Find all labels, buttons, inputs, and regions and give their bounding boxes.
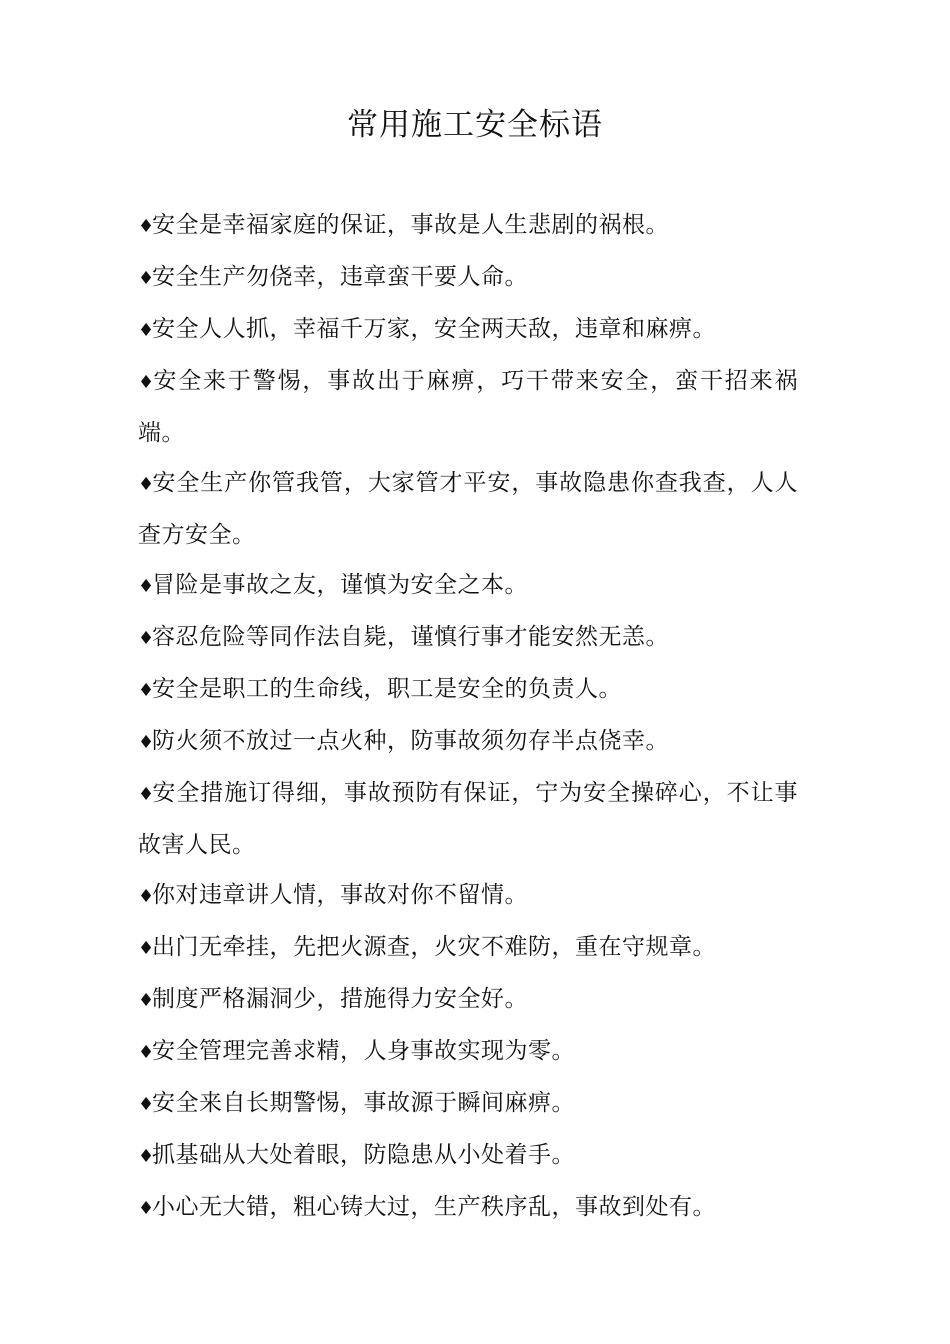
diamond-bullet-icon: ♦	[138, 1198, 155, 1219]
diamond-bullet-icon: ♦	[138, 576, 155, 597]
slogan-text: 安全来于警惕，事故出于麻痹，巧干带来安全，蛮干招来祸端。	[138, 368, 798, 446]
list-item	[138, 200, 798, 252]
list-item	[138, 922, 798, 974]
slogan-text: 安全管理完善求精，人身事故实现为零。	[152, 1038, 575, 1064]
list-item	[138, 612, 798, 664]
diamond-bullet-icon: ♦	[138, 784, 155, 805]
diamond-bullet-icon: ♦	[138, 474, 155, 495]
slogan-text: 安全是幸福家庭的保证，事故是人生悲剧的祸根。	[152, 212, 669, 238]
list-item	[138, 974, 798, 1026]
diamond-bullet-icon: ♦	[138, 372, 155, 393]
diamond-bullet-icon: ♦	[138, 268, 155, 289]
slogan-text: 安全生产勿侥幸，违章蛮干要人命。	[152, 264, 528, 290]
diamond-bullet-icon: ♦	[138, 1146, 155, 1167]
diamond-bullet-icon: ♦	[138, 320, 155, 341]
slogan-text: 小心无大错，粗心铸大过，生产秩序乱，事故到处有。	[152, 1194, 716, 1220]
slogan-text: 出门无牵挂，先把火源查，火灾不难防，重在守规章。	[152, 934, 716, 960]
list-item	[138, 356, 798, 458]
slogan-text: 安全生产你管我管，大家管才平安，事故隐患你查我查，人人查方安全。	[138, 470, 798, 548]
list-item	[138, 1130, 798, 1182]
diamond-bullet-icon: ♦	[138, 886, 155, 907]
diamond-bullet-icon: ♦	[138, 1094, 155, 1115]
slogan-text: 安全人人抓，幸福千万家，安全两天敌，违章和麻痹。	[152, 316, 716, 342]
diamond-bullet-icon: ♦	[138, 628, 155, 649]
document-title: 常用施工安全标语	[347, 107, 603, 143]
slogan-text: 冒险是事故之友，谨慎为安全之本。	[152, 572, 528, 598]
slogan-text: 你对违章讲人情，事故对你不留情。	[152, 882, 528, 908]
list-item	[138, 870, 798, 922]
diamond-bullet-icon: ♦	[138, 1042, 155, 1063]
list-item	[138, 458, 798, 560]
diamond-bullet-icon: ♦	[138, 680, 155, 701]
list-item	[138, 716, 798, 768]
slogan-text: 安全来自长期警惕，事故源于瞬间麻痹。	[152, 1090, 575, 1116]
list-item	[138, 304, 798, 356]
list-item	[138, 768, 798, 870]
slogan-text: 抓基础从大处着眼，防隐患从小处着手。	[152, 1142, 575, 1168]
slogan-text: 容忍危险等同作法自毙，谨慎行事才能安然无恙。	[152, 624, 669, 650]
list-item	[138, 560, 798, 612]
list-item	[138, 664, 798, 716]
diamond-bullet-icon: ♦	[138, 938, 155, 959]
list-item	[138, 1182, 798, 1234]
diamond-bullet-icon: ♦	[138, 990, 155, 1011]
slogan-text: 防火须不放过一点火种，防事故须勿存半点侥幸。	[152, 728, 669, 754]
list-item	[138, 1078, 798, 1130]
slogan-text: 制度严格漏洞少，措施得力安全好。	[152, 986, 528, 1012]
slogan-text: 安全是职工的生命线，职工是安全的负责人。	[152, 676, 622, 702]
list-item	[138, 1026, 798, 1078]
diamond-bullet-icon: ♦	[138, 216, 155, 237]
slogan-list	[138, 200, 798, 1234]
list-item	[138, 252, 798, 304]
diamond-bullet-icon: ♦	[138, 732, 155, 753]
slogan-text: 安全措施订得细，事故预防有保证，宁为安全操碎心，不让事故害人民。	[138, 780, 798, 858]
